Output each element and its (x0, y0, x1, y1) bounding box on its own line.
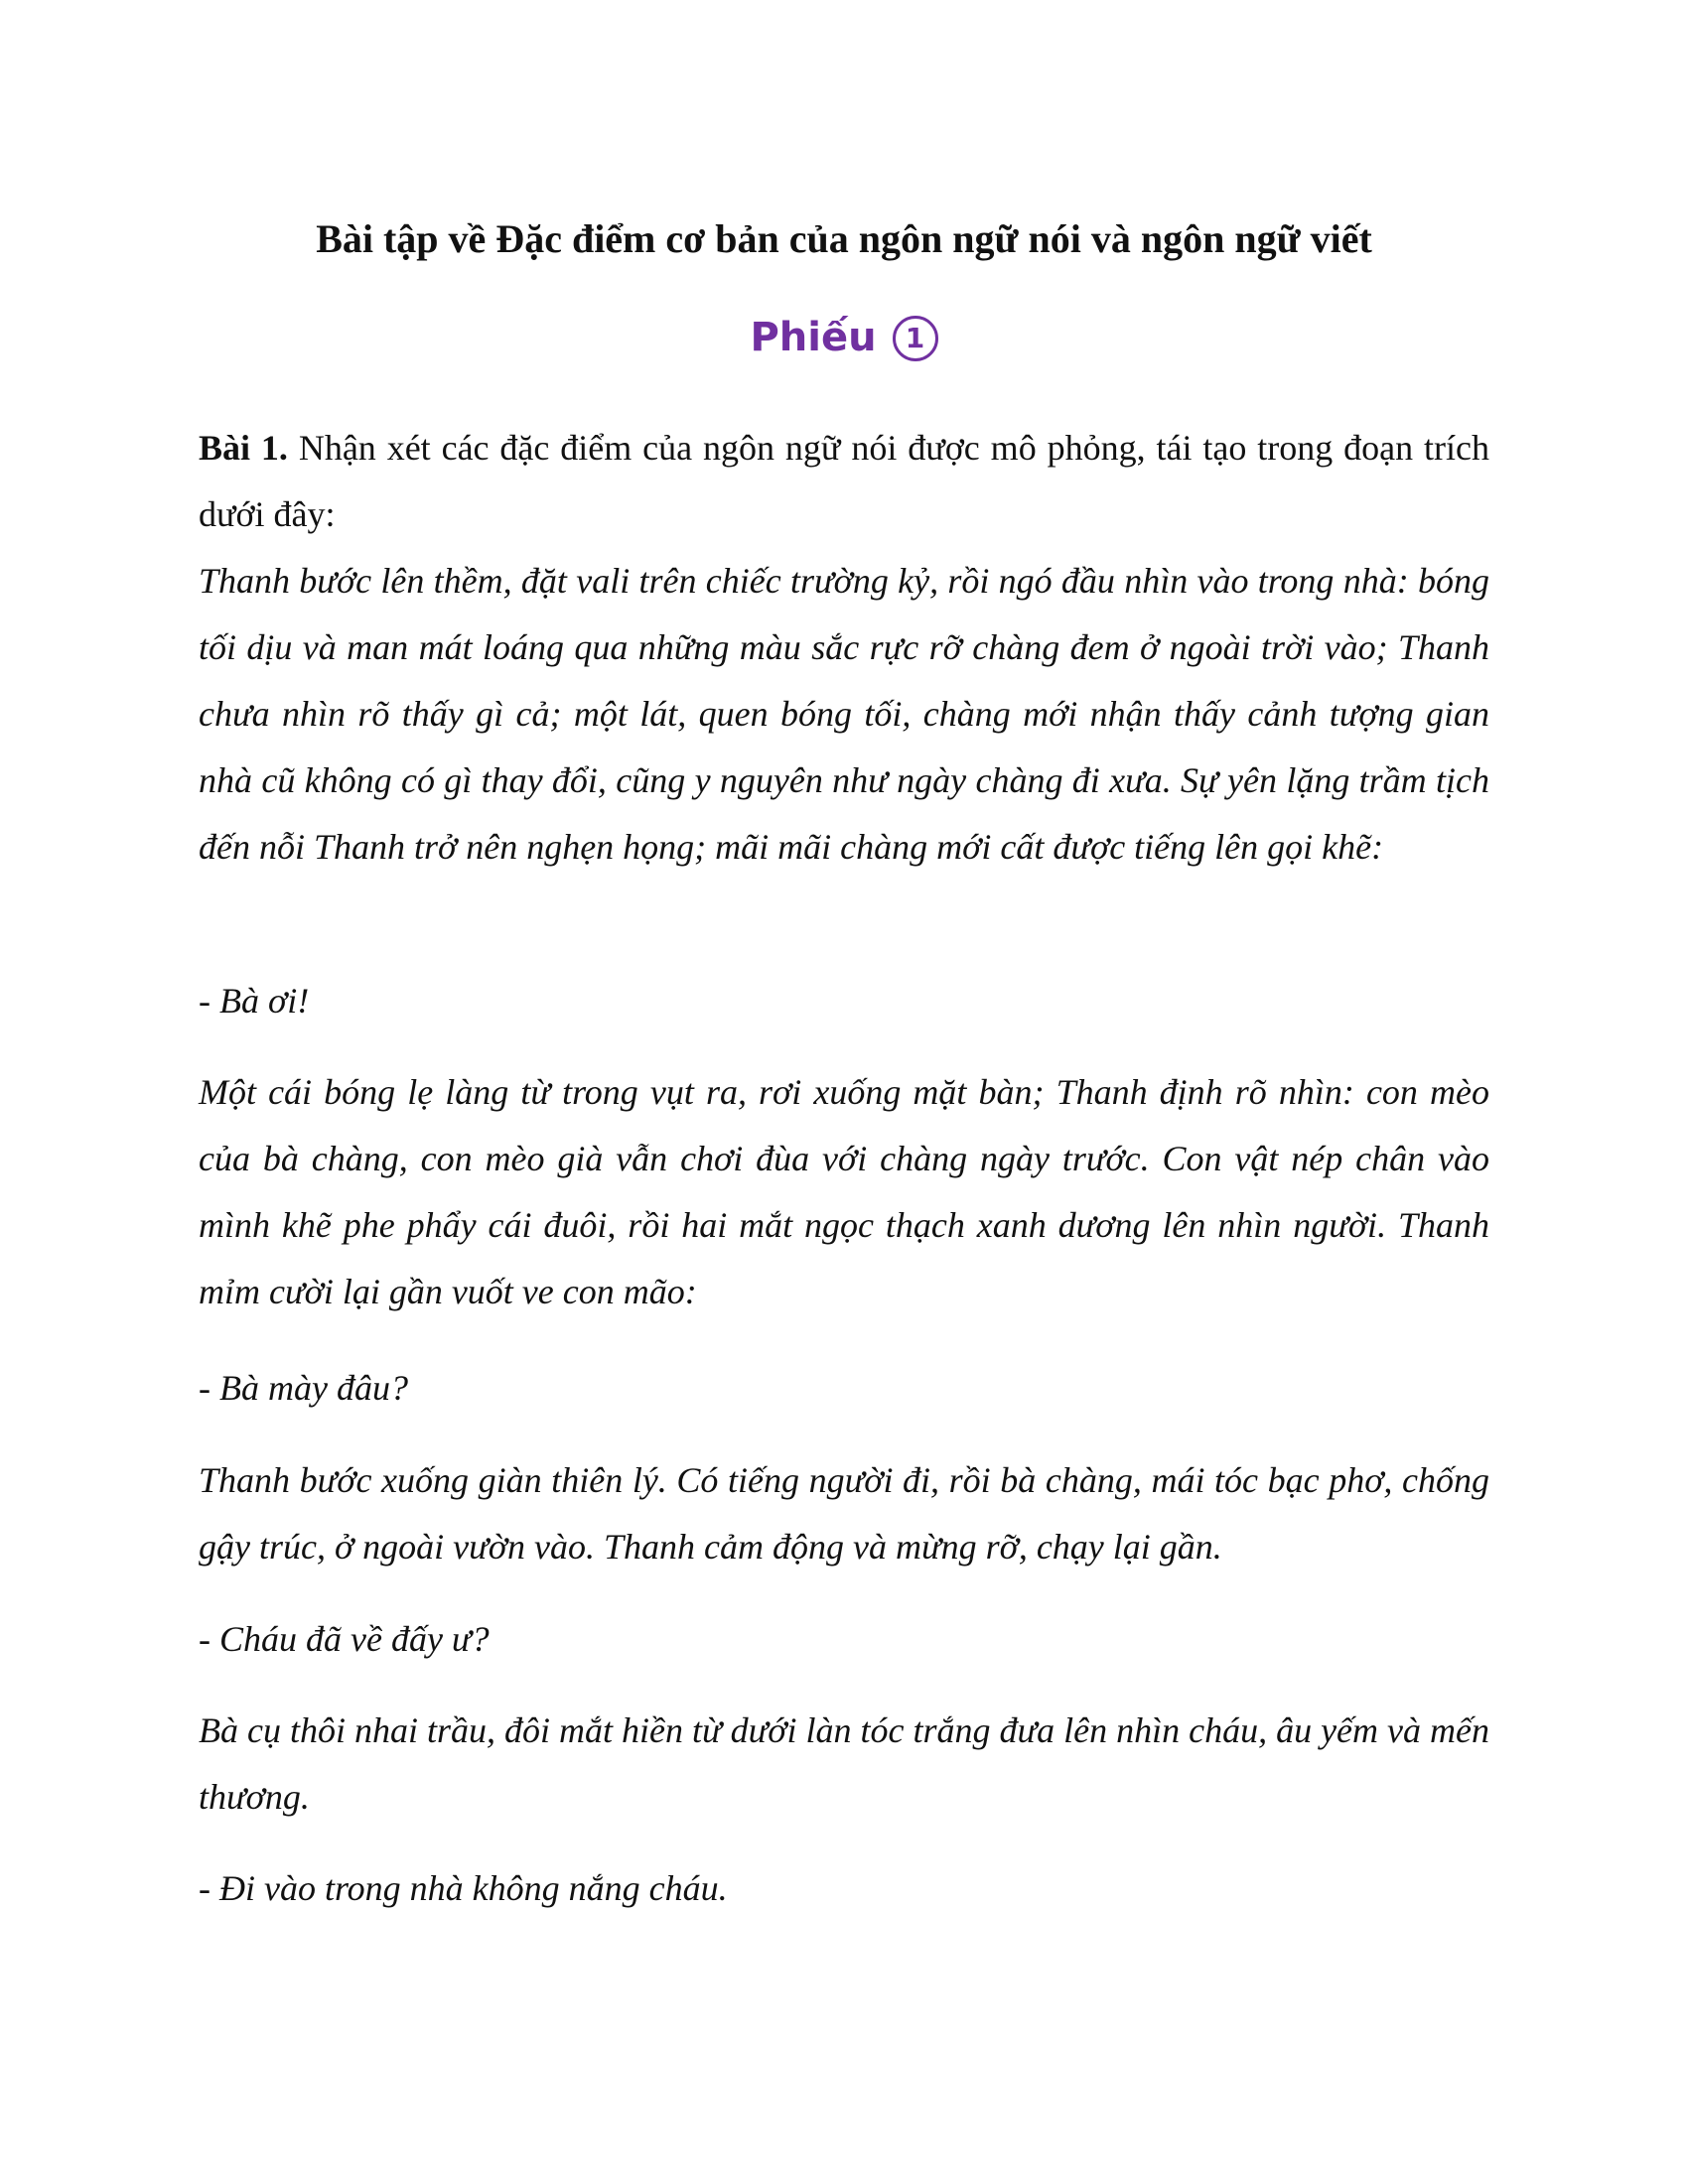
excerpt-paragraph: Bà cụ thôi nhai trầu, đôi mắt hiền từ dưới làn tóc trắng đưa lên nhìn cháu, âu yếm và mến thương. (199, 1710, 1489, 1817)
excerpt-paragraph: Thanh bước lên thềm, đặt vali trên chiếc trường kỷ, rồi ngó đầu nhìn vào trong nhà: bóng tối dịu và man mát loáng qua những màu sắc rực rỡ chàng đem ở ngoài trời vào; Thanh chưa nhìn rõ thấy gì cả; một lát, quen bóng tối, chàng mới nhận thấy cảnh tượng gian nhà cũ không có gì thay đổi, cũng y nguyên như ngày chàng đi xưa. Sự yên lặng trầm tịch đến nỗi Thanh trở nên nghẹn họng; mãi mãi chàng mới cất được tiếng lên gọi khẽ: (199, 561, 1489, 867)
excerpt-dialogue: - Cháu đã về đấy ư? (199, 1619, 490, 1659)
document-title: Bài tập về Đặc điểm cơ bản của ngôn ngữ nói và ngôn ngữ viết (316, 216, 1372, 261)
excerpt-dialogue: - Bà mày đâu? (199, 1368, 408, 1408)
exercise-instruction: Nhận xét các đặc điểm của ngôn ngữ nói được mô phỏng, tái tạo trong đoạn trích dưới đây: (199, 428, 1490, 534)
worksheet-heading (0, 310, 1688, 365)
excerpt-dialogue: - Đi vào trong nhà không nắng cháu. (199, 1868, 728, 1908)
excerpt-paragraph: Thanh bước xuống giàn thiên lý. Có tiếng người đi, rồi bà chàng, mái tóc bạc phơ, chống gậy trúc, ở ngoài vườn vào. Thanh cảm động và mừng rỡ, chạy lại gần. (199, 1460, 1489, 1567)
excerpt-paragraph: Một cái bóng lẹ làng từ trong vụt ra, rơi xuống mặt bàn; Thanh định rõ nhìn: con mèo của bà chàng, con mèo già vẫn chơi đùa với chàng ngày trước. Con vật nép chân vào mình khẽ phe phẩy cái đuôi, rồi hai mắt ngọc thạch xanh dương lên nhìn người. Thanh mỉm cười lại gần vuốt ve con mão: (199, 1072, 1489, 1311)
exercise-prompt (199, 415, 1489, 548)
worksheet-number-badge: 1 (893, 316, 938, 361)
exercise-label: Bài 1. (199, 428, 288, 468)
excerpt-dialogue: - Bà ơi! (199, 981, 310, 1021)
worksheet-label: Phiếu (750, 315, 877, 360)
